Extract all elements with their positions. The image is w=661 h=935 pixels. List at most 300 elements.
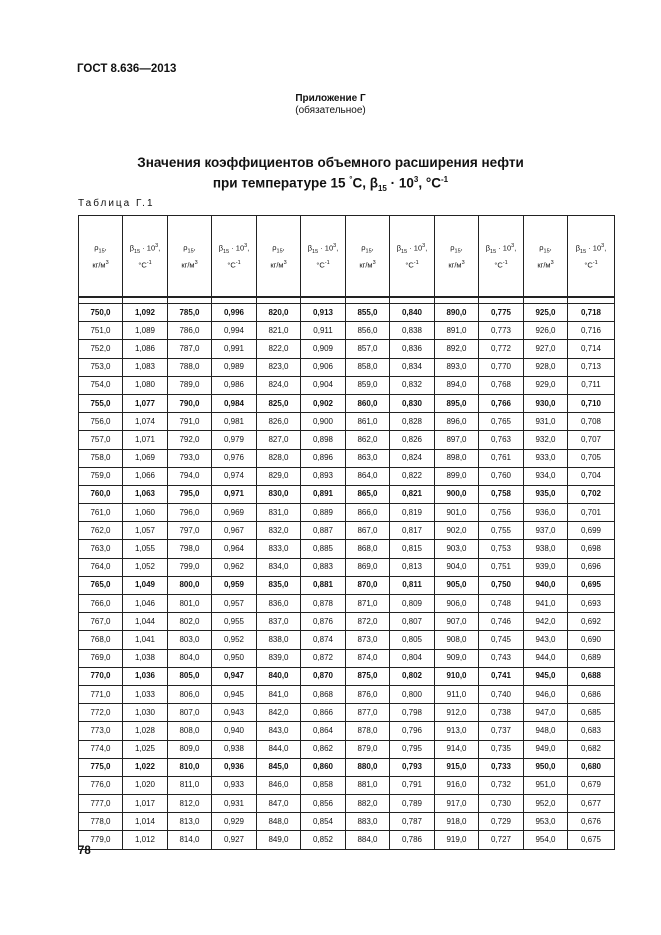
coefficient-cell: 1,057 <box>123 522 168 540</box>
coefficient-cell: 0,692 <box>568 613 615 631</box>
density-cell: 904,0 <box>435 558 479 576</box>
coefficient-cell: 0,940 <box>212 722 257 740</box>
coefficient-cell: 1,060 <box>123 504 168 522</box>
density-cell: 891,0 <box>435 322 479 340</box>
density-cell: 769,0 <box>79 649 123 667</box>
coefficient-cell: 0,787 <box>390 813 435 831</box>
density-cell: 785,0 <box>168 304 212 322</box>
density-cell: 809,0 <box>168 740 212 758</box>
coefficient-cell: 0,699 <box>568 522 615 540</box>
density-cell: 935,0 <box>524 485 568 503</box>
coefficient-cell: 0,686 <box>568 685 615 703</box>
table-row <box>79 613 615 631</box>
coefficient-cell: 0,821 <box>390 485 435 503</box>
coefficient-cell: 0,689 <box>568 649 615 667</box>
header-density: $\rho_{15}$, $кг/м^3$ <box>257 216 301 298</box>
density-cell: 866,0 <box>346 504 390 522</box>
coefficient-cell: 1,025 <box>123 740 168 758</box>
coefficient-cell: 1,017 <box>123 795 168 813</box>
coefficient-cell: 0,964 <box>212 540 257 558</box>
header-density: $\rho_{15}$, $кг/м^3$ <box>168 216 212 298</box>
coefficient-cell: 0,698 <box>568 540 615 558</box>
coefficient-cell: 0,981 <box>212 413 257 431</box>
density-cell: 839,0 <box>257 649 301 667</box>
density-cell: 906,0 <box>435 595 479 613</box>
table-row <box>79 776 615 794</box>
coefficient-cell: 0,688 <box>568 667 615 685</box>
density-cell: 929,0 <box>524 376 568 394</box>
density-cell: 877,0 <box>346 704 390 722</box>
coefficient-cell: 0,836 <box>390 340 435 358</box>
density-cell: 761,0 <box>79 504 123 522</box>
density-cell: 880,0 <box>346 758 390 776</box>
density-cell: 752,0 <box>79 340 123 358</box>
coefficient-cell: 0,896 <box>301 449 346 467</box>
coefficient-cell: 0,904 <box>301 376 346 394</box>
coefficient-cell: 0,795 <box>390 740 435 758</box>
coefficient-cell: 0,701 <box>568 504 615 522</box>
density-cell: 946,0 <box>524 685 568 703</box>
coefficient-cell: 0,902 <box>301 394 346 412</box>
density-cell: 835,0 <box>257 576 301 594</box>
density-cell: 953,0 <box>524 813 568 831</box>
density-cell: 754,0 <box>79 376 123 394</box>
coefficient-cell: 1,052 <box>123 558 168 576</box>
coefficient-cell: 0,936 <box>212 758 257 776</box>
appendix-name: Приложение Г <box>295 93 366 104</box>
density-cell: 932,0 <box>524 431 568 449</box>
title-line-2: при температуре 15 °С, $\beta_{15} \cdot 10^3$, $^\circ С^{-1}$ <box>212 175 449 194</box>
density-cell: 869,0 <box>346 558 390 576</box>
coefficient-cell: 0,840 <box>390 304 435 322</box>
density-cell: 937,0 <box>524 522 568 540</box>
density-cell: 871,0 <box>346 595 390 613</box>
coefficient-cell: 1,036 <box>123 667 168 685</box>
table-body <box>79 297 615 849</box>
coefficient-cell: 0,824 <box>390 449 435 467</box>
density-cell: 777,0 <box>79 795 123 813</box>
density-cell: 800,0 <box>168 576 212 594</box>
density-cell: 764,0 <box>79 558 123 576</box>
coefficient-cell: 1,077 <box>123 394 168 412</box>
coefficient-cell: 1,014 <box>123 813 168 831</box>
density-cell: 883,0 <box>346 813 390 831</box>
density-cell: 806,0 <box>168 685 212 703</box>
density-cell: 750,0 <box>79 304 123 322</box>
header-density: $\rho_{15}$, $кг/м^3$ <box>435 216 479 298</box>
header-coefficient: $\beta_{15} \cdot 10^3$, $^\circ С^{-1}$ <box>212 216 257 298</box>
density-cell: 848,0 <box>257 813 301 831</box>
coefficient-cell: 0,679 <box>568 776 615 794</box>
density-cell: 874,0 <box>346 649 390 667</box>
coefficient-cell: 0,962 <box>212 558 257 576</box>
coefficient-cell: 0,856 <box>301 795 346 813</box>
density-cell: 845,0 <box>257 758 301 776</box>
coefficient-cell: 1,046 <box>123 595 168 613</box>
coefficient-cell: 0,868 <box>301 685 346 703</box>
coefficient-cell: 0,761 <box>479 449 524 467</box>
coefficient-cell: 0,793 <box>390 758 435 776</box>
coefficient-cell: 0,716 <box>568 322 615 340</box>
coefficient-cell: 1,089 <box>123 322 168 340</box>
density-cell: 812,0 <box>168 795 212 813</box>
header-coefficient: $\beta_{15} \cdot 10^3$, $^\circ С^{-1}$ <box>390 216 435 298</box>
coefficient-cell: 0,885 <box>301 540 346 558</box>
table-row <box>79 667 615 685</box>
density-cell: 849,0 <box>257 831 301 849</box>
density-cell: 862,0 <box>346 431 390 449</box>
coefficient-cell: 1,038 <box>123 649 168 667</box>
coefficient-cell: 0,945 <box>212 685 257 703</box>
coefficient-cell: 0,906 <box>301 358 346 376</box>
coefficient-cell: 0,872 <box>301 649 346 667</box>
density-cell: 897,0 <box>435 431 479 449</box>
density-cell: 905,0 <box>435 576 479 594</box>
coefficient-cell: 1,028 <box>123 722 168 740</box>
coefficient-cell: 0,979 <box>212 431 257 449</box>
table-row <box>79 740 615 758</box>
table-row <box>79 322 615 340</box>
density-cell: 926,0 <box>524 322 568 340</box>
density-cell: 860,0 <box>346 394 390 412</box>
coefficient-cell: 0,729 <box>479 813 524 831</box>
density-cell: 881,0 <box>346 776 390 794</box>
coefficient-cell: 0,834 <box>390 358 435 376</box>
density-cell: 944,0 <box>524 649 568 667</box>
density-cell: 930,0 <box>524 394 568 412</box>
coefficient-cell: 0,791 <box>390 776 435 794</box>
density-cell: 807,0 <box>168 704 212 722</box>
density-cell: 919,0 <box>435 831 479 849</box>
coefficient-cell: 0,971 <box>212 485 257 503</box>
coefficient-cell: 0,738 <box>479 704 524 722</box>
density-cell: 843,0 <box>257 722 301 740</box>
density-cell: 900,0 <box>435 485 479 503</box>
coefficient-cell: 0,870 <box>301 667 346 685</box>
density-cell: 808,0 <box>168 722 212 740</box>
density-cell: 837,0 <box>257 613 301 631</box>
density-cell: 846,0 <box>257 776 301 794</box>
coefficient-cell: 0,708 <box>568 413 615 431</box>
density-cell: 810,0 <box>168 758 212 776</box>
coefficient-cell: 0,900 <box>301 413 346 431</box>
coefficient-cell: 0,713 <box>568 358 615 376</box>
coefficient-cell: 0,710 <box>568 394 615 412</box>
coefficient-cell: 1,080 <box>123 376 168 394</box>
coefficient-cell: 1,022 <box>123 758 168 776</box>
density-cell: 949,0 <box>524 740 568 758</box>
coefficient-cell: 0,989 <box>212 358 257 376</box>
table-row <box>79 831 615 849</box>
density-cell: 790,0 <box>168 394 212 412</box>
density-cell: 863,0 <box>346 449 390 467</box>
density-cell: 907,0 <box>435 613 479 631</box>
coefficient-cell: 1,044 <box>123 613 168 631</box>
table-row <box>79 413 615 431</box>
coefficient-cell: 0,775 <box>479 304 524 322</box>
density-cell: 786,0 <box>168 322 212 340</box>
table-row <box>79 704 615 722</box>
table-row <box>79 449 615 467</box>
density-cell: 872,0 <box>346 613 390 631</box>
coefficient-cell: 0,805 <box>390 631 435 649</box>
density-cell: 943,0 <box>524 631 568 649</box>
density-cell: 902,0 <box>435 522 479 540</box>
density-cell: 857,0 <box>346 340 390 358</box>
density-cell: 825,0 <box>257 394 301 412</box>
density-cell: 832,0 <box>257 522 301 540</box>
coefficient-cell: 0,881 <box>301 576 346 594</box>
density-cell: 892,0 <box>435 340 479 358</box>
coefficient-cell: 0,913 <box>301 304 346 322</box>
coefficient-cell: 0,969 <box>212 504 257 522</box>
coefficient-cell: 0,927 <box>212 831 257 849</box>
coefficient-cell: 0,854 <box>301 813 346 831</box>
coefficient-cell: 0,760 <box>479 467 524 485</box>
table-row <box>79 722 615 740</box>
coefficient-cell: 0,768 <box>479 376 524 394</box>
density-cell: 903,0 <box>435 540 479 558</box>
header-coefficient: $\beta_{15} \cdot 10^3$, $^\circ С^{-1}$ <box>479 216 524 298</box>
density-cell: 758,0 <box>79 449 123 467</box>
coefficient-cell: 0,889 <box>301 504 346 522</box>
coefficient-cell: 0,772 <box>479 340 524 358</box>
header-density: $\rho_{15}$, $кг/м^3$ <box>79 216 123 298</box>
density-cell: 763,0 <box>79 540 123 558</box>
coefficient-cell: 0,819 <box>390 504 435 522</box>
coefficient-cell: 0,763 <box>479 431 524 449</box>
density-cell: 795,0 <box>168 485 212 503</box>
density-cell: 771,0 <box>79 685 123 703</box>
density-cell: 942,0 <box>524 613 568 631</box>
density-cell: 833,0 <box>257 540 301 558</box>
density-cell: 917,0 <box>435 795 479 813</box>
coefficient-cell: 0,696 <box>568 558 615 576</box>
density-cell: 788,0 <box>168 358 212 376</box>
coefficient-cell: 0,743 <box>479 649 524 667</box>
coefficient-cell: 0,878 <box>301 595 346 613</box>
density-cell: 796,0 <box>168 504 212 522</box>
coefficient-cell: 0,891 <box>301 485 346 503</box>
header-coefficient: $\beta_{15} \cdot 10^3$, $^\circ С^{-1}$ <box>568 216 615 298</box>
coefficient-cell: 1,063 <box>123 485 168 503</box>
density-cell: 759,0 <box>79 467 123 485</box>
density-cell: 770,0 <box>79 667 123 685</box>
table-row <box>79 358 615 376</box>
coefficient-cell: 0,770 <box>479 358 524 376</box>
density-cell: 755,0 <box>79 394 123 412</box>
density-cell: 828,0 <box>257 449 301 467</box>
title-line-2-mult: · 10 <box>386 175 414 191</box>
coefficient-cell: 0,866 <box>301 704 346 722</box>
density-cell: 814,0 <box>168 831 212 849</box>
table-row <box>79 685 615 703</box>
coefficient-cell: 0,898 <box>301 431 346 449</box>
coefficient-cell: 0,887 <box>301 522 346 540</box>
density-cell: 856,0 <box>346 322 390 340</box>
table-row <box>79 813 615 831</box>
coefficient-cell: 1,086 <box>123 340 168 358</box>
density-cell: 840,0 <box>257 667 301 685</box>
coefficient-cell: 0,773 <box>479 322 524 340</box>
table-header-row <box>79 216 615 298</box>
density-cell: 951,0 <box>524 776 568 794</box>
density-cell: 791,0 <box>168 413 212 431</box>
coefficient-cell: 0,751 <box>479 558 524 576</box>
coefficient-cell: 0,707 <box>568 431 615 449</box>
coefficient-cell: 0,933 <box>212 776 257 794</box>
density-cell: 868,0 <box>346 540 390 558</box>
coefficient-cell: 0,765 <box>479 413 524 431</box>
density-cell: 829,0 <box>257 467 301 485</box>
density-cell: 908,0 <box>435 631 479 649</box>
density-cell: 940,0 <box>524 576 568 594</box>
density-cell: 895,0 <box>435 394 479 412</box>
coefficient-cell: 0,798 <box>390 704 435 722</box>
table-row <box>79 504 615 522</box>
density-cell: 890,0 <box>435 304 479 322</box>
coefficient-cell: 0,682 <box>568 740 615 758</box>
header-density: $\rho_{15}$, $кг/м^3$ <box>524 216 568 298</box>
coefficient-cell: 0,984 <box>212 394 257 412</box>
coefficient-cell: 0,943 <box>212 704 257 722</box>
table-row <box>79 431 615 449</box>
density-cell: 928,0 <box>524 358 568 376</box>
coefficient-cell: 0,860 <box>301 758 346 776</box>
coefficient-cell: 0,959 <box>212 576 257 594</box>
density-cell: 753,0 <box>79 358 123 376</box>
density-cell: 762,0 <box>79 522 123 540</box>
density-cell: 952,0 <box>524 795 568 813</box>
title-line-2-text: при температуре 15 <box>212 175 346 191</box>
page-number: 78 <box>78 845 91 857</box>
coefficient-cell: 0,755 <box>479 522 524 540</box>
density-cell: 884,0 <box>346 831 390 849</box>
coefficient-cell: 1,012 <box>123 831 168 849</box>
coefficient-cell: 1,069 <box>123 449 168 467</box>
density-cell: 778,0 <box>79 813 123 831</box>
title-line-2-symbol: С, β <box>352 175 378 191</box>
density-cell: 898,0 <box>435 449 479 467</box>
density-cell: 842,0 <box>257 704 301 722</box>
coefficient-cell: 0,967 <box>212 522 257 540</box>
coefficient-cell: 0,745 <box>479 631 524 649</box>
density-cell: 867,0 <box>346 522 390 540</box>
title-line-2-sub: 15 <box>377 184 387 194</box>
density-cell: 861,0 <box>346 413 390 431</box>
coefficient-cell: 0,852 <box>301 831 346 849</box>
density-cell: 805,0 <box>168 667 212 685</box>
density-cell: 802,0 <box>168 613 212 631</box>
density-cell: 947,0 <box>524 704 568 722</box>
coefficient-cell: 0,750 <box>479 576 524 594</box>
coefficient-cell: 0,740 <box>479 685 524 703</box>
density-cell: 847,0 <box>257 795 301 813</box>
density-cell: 934,0 <box>524 467 568 485</box>
header-coefficient: $\beta_{15} \cdot 10^3$, $^\circ С^{-1}$ <box>301 216 346 298</box>
title-line-2-exp: 3 <box>413 175 419 184</box>
coefficient-cell: 0,702 <box>568 485 615 503</box>
coefficient-cell: 1,071 <box>123 431 168 449</box>
table-row <box>79 522 615 540</box>
density-cell: 948,0 <box>524 722 568 740</box>
density-cell: 936,0 <box>524 504 568 522</box>
coefficient-cell: 0,950 <box>212 649 257 667</box>
coefficient-cell: 1,092 <box>123 304 168 322</box>
density-cell: 792,0 <box>168 431 212 449</box>
coefficient-cell: 0,737 <box>479 722 524 740</box>
coefficient-cell: 0,858 <box>301 776 346 794</box>
density-cell: 899,0 <box>435 467 479 485</box>
coefficient-cell: 0,947 <box>212 667 257 685</box>
density-cell: 756,0 <box>79 413 123 431</box>
density-cell: 896,0 <box>435 413 479 431</box>
coefficient-cell: 0,714 <box>568 340 615 358</box>
density-cell: 799,0 <box>168 558 212 576</box>
coefficient-cell: 0,938 <box>212 740 257 758</box>
coefficient-cell: 0,957 <box>212 595 257 613</box>
table-row <box>79 394 615 412</box>
density-cell: 855,0 <box>346 304 390 322</box>
density-cell: 873,0 <box>346 631 390 649</box>
density-cell: 760,0 <box>79 485 123 503</box>
coefficient-cell: 0,753 <box>479 540 524 558</box>
coefficient-cell: 0,929 <box>212 813 257 831</box>
density-cell: 831,0 <box>257 504 301 522</box>
coefficient-cell: 0,756 <box>479 504 524 522</box>
density-cell: 774,0 <box>79 740 123 758</box>
coefficient-cell: 0,893 <box>301 467 346 485</box>
coefficient-cell: 0,991 <box>212 340 257 358</box>
coefficient-cell: 0,732 <box>479 776 524 794</box>
coefficient-cell: 1,066 <box>123 467 168 485</box>
density-cell: 901,0 <box>435 504 479 522</box>
density-cell: 775,0 <box>79 758 123 776</box>
density-cell: 859,0 <box>346 376 390 394</box>
coefficient-cell: 0,955 <box>212 613 257 631</box>
coefficient-cell: 0,911 <box>301 322 346 340</box>
title-line-2-unit: , °С <box>418 175 441 191</box>
coefficient-cell: 0,832 <box>390 376 435 394</box>
coefficient-cell: 0,685 <box>568 704 615 722</box>
coefficient-cell: 1,074 <box>123 413 168 431</box>
table-row <box>79 340 615 358</box>
coefficient-cell: 0,974 <box>212 467 257 485</box>
density-cell: 909,0 <box>435 649 479 667</box>
coefficient-cell: 0,704 <box>568 467 615 485</box>
density-cell: 945,0 <box>524 667 568 685</box>
coefficient-cell: 0,828 <box>390 413 435 431</box>
table-row <box>79 467 615 485</box>
standard-code: ГОСТ 8.636—2013 <box>77 63 177 75</box>
coefficient-cell: 0,718 <box>568 304 615 322</box>
density-cell: 950,0 <box>524 758 568 776</box>
table-row <box>79 304 615 322</box>
density-cell: 916,0 <box>435 776 479 794</box>
density-cell: 827,0 <box>257 431 301 449</box>
coefficient-cell: 0,952 <box>212 631 257 649</box>
density-cell: 939,0 <box>524 558 568 576</box>
density-cell: 830,0 <box>257 485 301 503</box>
density-cell: 910,0 <box>435 667 479 685</box>
density-cell: 767,0 <box>79 613 123 631</box>
coefficient-cell: 1,041 <box>123 631 168 649</box>
density-cell: 773,0 <box>79 722 123 740</box>
header-density: $\rho_{15}$, $кг/м^3$ <box>346 216 390 298</box>
coefficient-cell: 0,758 <box>479 485 524 503</box>
table-row <box>79 558 615 576</box>
coefficient-cell: 0,804 <box>390 649 435 667</box>
